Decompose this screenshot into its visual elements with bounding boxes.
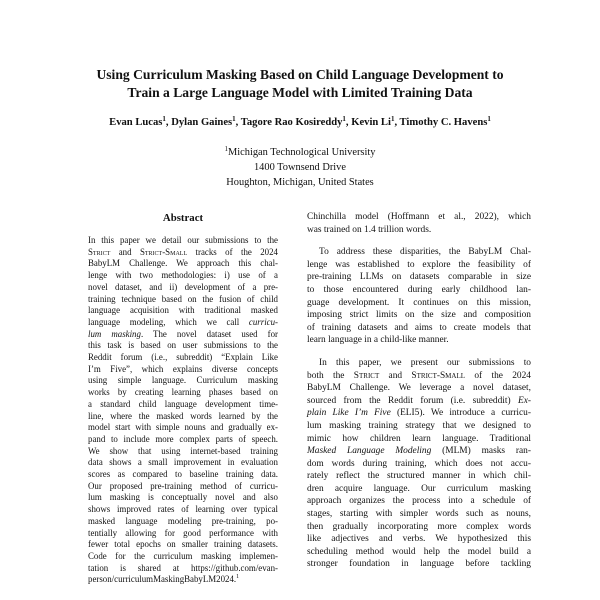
abstract-line: lum masking is conceptually novel and also (88, 492, 278, 503)
institution-name: Michigan Technological University (228, 147, 376, 158)
intro-line: mimic how children learn language. Traditional (307, 433, 531, 444)
intro-line: To address these disparities, the BabyLM Chal- (319, 247, 531, 258)
intro-line: both the Strict and Strict-Small of the 2024 (307, 370, 531, 381)
intro-line: In this paper, we present our submissions to (319, 357, 531, 368)
abstract-line: pand to include more complex parts of speech. (88, 433, 278, 444)
intro-line: dren acquire language. Our curriculum masking (307, 483, 531, 494)
abstract-line: BabyLM Challenge. We approach this chal- (88, 258, 278, 269)
footnote-marker: 1 (236, 574, 240, 581)
abstract-last-line-text: person/curriculumMaskingBabyLM2024. (88, 574, 237, 585)
paper-title (40, 66, 560, 102)
abstract-line: model start with simple nouns and gradually ex- (88, 422, 278, 433)
affiliation-block (40, 145, 560, 190)
abstract-line: tation is shared at https://github.com/evan- (88, 562, 278, 573)
intro-line: scheduling method would help the model build a (307, 546, 531, 557)
affiliation-marker: 1 (162, 115, 166, 123)
intro-line: plain Like I’m Five (ELI5). We introduce a curricu- (307, 408, 531, 419)
abstract-line: Strict and Strict-Small tracks of the 2024 (88, 246, 278, 257)
intro-line: BabyLM Challenge. We leverage a novel dataset, (307, 383, 531, 394)
street-address: 1400 Townsend Drive (253, 162, 346, 173)
affiliation-marker: 1 (487, 115, 491, 123)
abstract-line: Code for the curriculum masking implemen- (88, 550, 278, 561)
abstract-line: language modeling, which we call curricu- (88, 316, 278, 327)
intro-line: stronger foundation in language before tackling (307, 559, 531, 570)
intro-line: pre-training LLMs on datasets comparable in size (307, 272, 531, 283)
intro-line: of training datasets and aims to create models that (307, 322, 531, 333)
author-name: Evan Lucas (109, 117, 163, 128)
intro-line: imposing strict limits on the size and composition (307, 310, 531, 321)
abstract-line: In this paper we detail our submissions to the (88, 235, 278, 245)
abstract-line: novel dataset, and ii) development of a pre- (88, 281, 278, 292)
abstract-line: language acquisition with traditional masked (88, 305, 278, 316)
title-line: Train a Large Language Model with Limited Training Data (127, 85, 473, 100)
abstract-heading: Abstract (162, 212, 204, 224)
intro-line: learn language in a child-like manner. (307, 335, 449, 346)
intro-line: lum masking training strategy that we designed to (307, 420, 531, 431)
abstract-line: fewer total epochs on smaller training datasets. (88, 539, 278, 550)
abstract-line: data shows a small improvement in evaluation (88, 457, 278, 468)
intro-line: was trained on 1.4 trillion words. (307, 224, 432, 235)
intro-line: rately reflect the structured manner in which chil- (307, 471, 531, 482)
intro-paragraph (307, 246, 531, 347)
abstract-line: masked language modeling pre-training, po- (88, 515, 278, 526)
intro-line: lenge was established to explore the feasibility of (307, 259, 531, 270)
abstract-body (88, 235, 278, 586)
abstract-line: using simple language. Curriculum masking (88, 375, 278, 386)
affiliation-marker: 1 (232, 115, 236, 123)
abstract-line: lenge with two methodologies: i) use of a (88, 270, 278, 281)
intro-line: stages, starting with simpler words such as nouns, (307, 509, 531, 520)
intro-paragraph (307, 357, 531, 571)
city-address: Houghton, Michigan, United States (226, 177, 374, 188)
affiliation-marker: 1 (390, 115, 395, 123)
abstract-line: I’m Five”, which explains diverse concepts (88, 363, 278, 374)
abstract-line (88, 574, 278, 586)
abstract-line: Reddit forum (i.e., subreddit) “Explain Like (88, 352, 278, 363)
abstract-line: line, where the masked words learned by the (88, 410, 278, 421)
abstract-line: training technique based on the fusion of child (88, 293, 278, 304)
author-name: Dylan Gaines (171, 117, 233, 128)
intro-line: Masked Language Modeling (MLM) masks ran- (307, 446, 531, 457)
author-name: Timothy C. Havens (399, 117, 488, 128)
abstract-line: a standard child language development time- (88, 398, 278, 409)
abstract-line: works by creating learning phases based on (88, 387, 278, 398)
intro-line: guage development. It continues on this mission, (307, 297, 531, 308)
affiliation-marker: 1 (224, 145, 229, 153)
intro-line: sourced from the Reddit forum (i.e. subreddit) Ex- (307, 395, 531, 406)
abstract-line: shows improved rates of learning over typical (88, 504, 278, 515)
intro-line: like adjectives and verbs. We hypothesized this (307, 534, 531, 545)
intro-line: then gradually incorporating more complex words (307, 521, 531, 532)
author-list: Evan Lucas$^1$, Dylan Gaines$^1$, Tagore Rao Kosireddy$^1$, Kevin Li$^1$, Timothy C. Havens$^1$ (109, 115, 491, 128)
abstract-line: lum masking. The novel dataset used for (88, 328, 278, 339)
introduction-column (307, 211, 531, 571)
affiliation-marker: 1 (342, 115, 346, 123)
intro-paragraph (307, 211, 531, 236)
title-line: Using Curriculum Masking Based on Child Language Development to (96, 67, 504, 82)
intro-line: Chinchilla model (Hoffmann et al., 2022), which (307, 212, 531, 222)
abstract-line: scores as compared to baseline training data. (88, 469, 278, 480)
author-name: Tagore Rao Kosireddy (240, 117, 343, 128)
intro-line: dom words during training, which does not accu- (307, 458, 531, 469)
intro-line: approach organizes the process into a schedule of (307, 496, 531, 507)
intro-line: to those encountered during early childhood lan- (307, 284, 531, 295)
abstract-line: tentially allowing for good performance with (88, 527, 278, 538)
abstract-line: this task is based on user submissions to the (88, 340, 278, 351)
author-name: Kevin Li (351, 117, 391, 128)
abstract-line: We show that using internet-based training (88, 445, 278, 456)
abstract-line: Our proposed pre-training method of curricu- (88, 480, 278, 491)
